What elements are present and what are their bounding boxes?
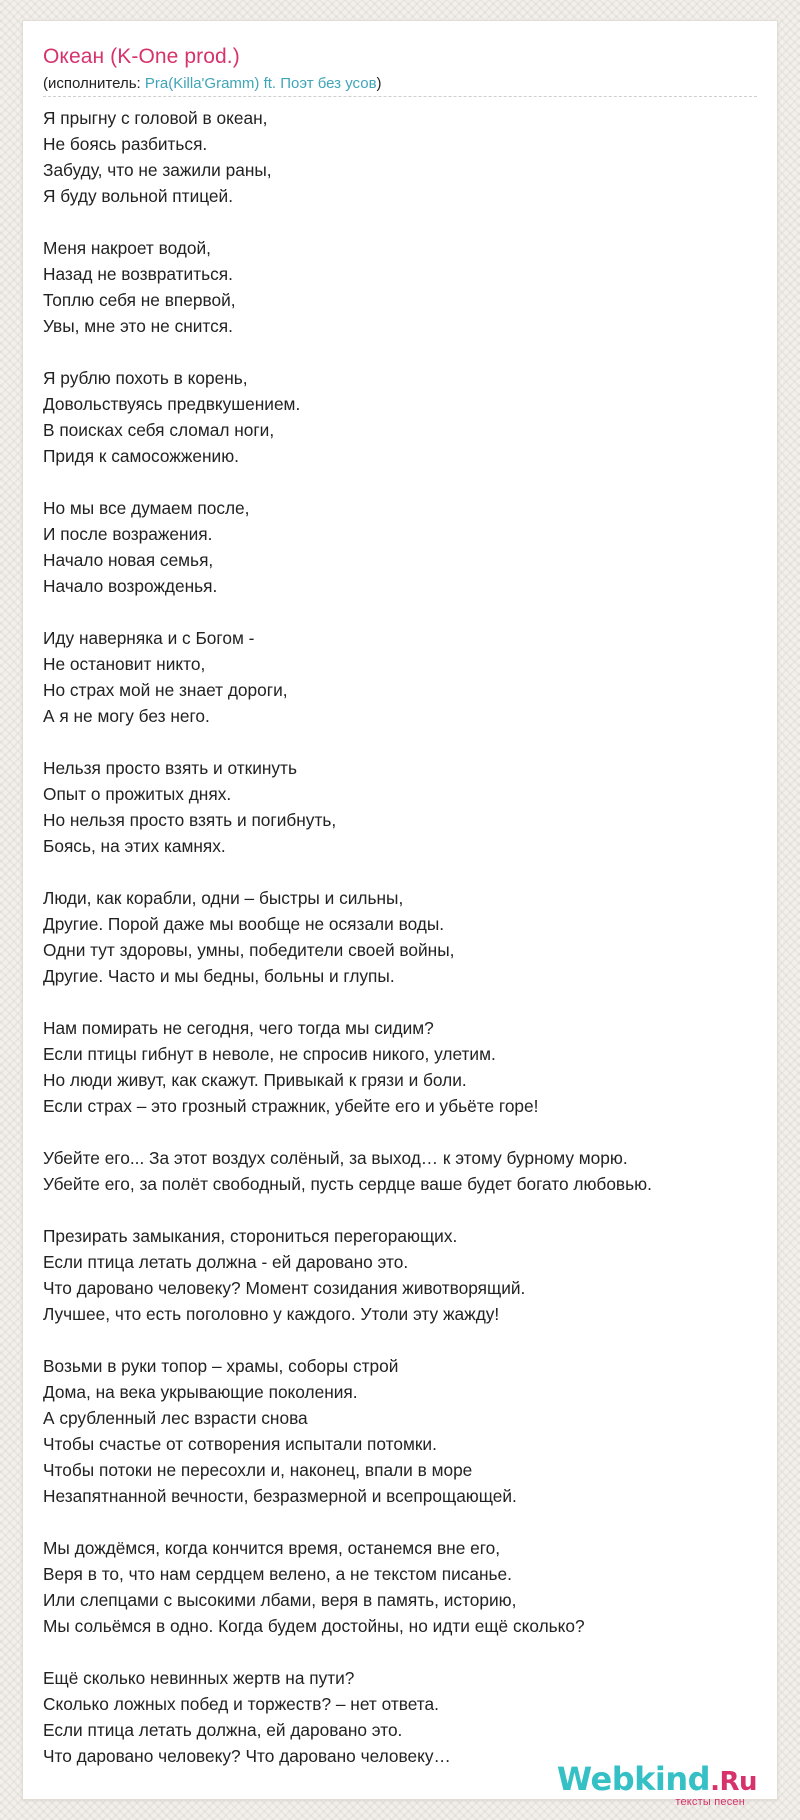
lyric-line: Лучшее, что есть поголовно у каждого. Утоли эту жажду! [43, 1304, 500, 1324]
lyric-line: Презирать замыкания, сторониться перегорающих. [43, 1226, 458, 1246]
lyric-line: Чтобы счастье от сотворения испытали потомки. [43, 1434, 437, 1454]
stanza [43, 625, 773, 729]
lyric-line: А срубленный лес взрасти снова [43, 1408, 308, 1428]
divider [43, 96, 757, 97]
stanza [43, 885, 773, 989]
lyric-line: Я рублю похоть в корень, [43, 368, 248, 388]
lyric-line: Ещё сколько невинных жертв на пути? [43, 1668, 355, 1688]
lyric-line: Чтобы потоки не пересохли и, наконец, впали в море [43, 1460, 473, 1480]
song-title: Океан (K-One prod.) [43, 45, 240, 68]
stanza [43, 1665, 773, 1769]
stanza [43, 1535, 773, 1639]
lyric-line: Я буду вольной птицей. [43, 186, 234, 206]
stanza [43, 105, 773, 209]
stanza [43, 1353, 773, 1509]
lyric-line: Возьми в руки топор – храмы, соборы строй [43, 1356, 399, 1376]
lyric-line: Нельзя просто взять и откинуть [43, 758, 297, 778]
lyric-line: Убейте его... За этот воздух солёный, за выход… к этому бурному морю. [43, 1148, 628, 1168]
lyric-line: Если птицы гибнут в неволе, не спросив никого, улетим. [43, 1044, 496, 1064]
site-logo[interactable] [556, 1760, 757, 1811]
stanza [43, 1145, 773, 1197]
artist-suffix: ) [376, 75, 382, 92]
artist-featuring: ft. Поэт без усов [259, 75, 377, 92]
lyric-line: Если птица летать должна - ей даровано это. [43, 1252, 409, 1272]
stanza [43, 235, 773, 339]
lyric-line: Но нельзя просто взять и погибнуть, [43, 810, 337, 830]
logo-wordmark [557, 1761, 757, 1800]
lyric-line: Но мы все думаем после, [43, 498, 250, 518]
lyric-line: Одни тут здоровы, умны, победители своей войны, [43, 940, 455, 960]
lyric-line: Веря в то, что нам сердцем велено, а не текстом писанье. [43, 1564, 512, 1584]
stanza [43, 495, 773, 599]
stanza [43, 1223, 773, 1327]
logo-tld: .Ru [710, 1767, 757, 1797]
lyric-line: Нам помирать не сегодня, чего тогда мы сидим? [43, 1018, 434, 1038]
logo-tagline: тексты песен [675, 1796, 745, 1808]
artist-name: Pra(Killa'Gramm) [144, 75, 260, 92]
lyric-line: Или слепцами с высокими лбами, веря в память, историю, [43, 1590, 517, 1610]
lyric-line: Но страх мой не знает дороги, [43, 680, 288, 700]
lyric-line: Что даровано человеку? Что даровано человеку… [43, 1746, 451, 1766]
artist-line [43, 75, 382, 92]
lyric-line: Начало возрожденья. [43, 576, 218, 596]
artist-link[interactable] [145, 75, 377, 92]
logo-main-text: Webkind [556, 1760, 711, 1798]
lyric-line: Сколько ложных побед и торжеств? – нет ответа. [43, 1694, 439, 1714]
lyric-line: Не остановит никто, [43, 654, 206, 674]
lyric-line: И после возражения. [43, 524, 213, 544]
lyric-line: Назад не возвратиться. [43, 264, 233, 284]
lyric-line: Иду наверняка и с Богом - [43, 628, 255, 648]
stanza [43, 1015, 773, 1119]
lyric-line: Люди, как корабли, одни – быстры и сильны, [43, 888, 404, 908]
lyric-line: Начало новая семья, [43, 550, 214, 570]
lyrics-card [22, 20, 778, 1808]
lyric-line: Убейте его, за полёт свободный, пусть сердце ваше будет богато любовью. [43, 1174, 652, 1194]
lyric-line: Другие. Часто и мы бедны, больны и глупы. [43, 966, 395, 986]
lyric-line: Если птица летать должна, ей даровано это. [43, 1720, 403, 1740]
lyric-line: Другие. Порой даже мы вообще не осязали воды. [43, 914, 445, 934]
lyric-line: Мы сольёмся в одно. Когда будем достойны, но идти ещё сколько? [43, 1616, 585, 1636]
lyric-line: А я не могу без него. [43, 706, 210, 726]
lyric-line: Мы дождёмся, когда кончится время, останемся вне его, [43, 1538, 501, 1558]
lyric-line: Увы, мне это не снится. [43, 316, 233, 336]
lyric-line: Забуду, что не зажили раны, [43, 160, 272, 180]
artist-prefix: (исполнитель: [43, 75, 145, 92]
lyric-line: Меня накроет водой, [43, 238, 211, 258]
lyric-line: Но люди живут, как скажут. Привыкай к грязи и боли. [43, 1070, 467, 1090]
lyrics-body [43, 105, 773, 1795]
lyric-line: Довольствуясь предвкушением. [43, 394, 301, 414]
lyric-line: Не боясь разбиться. [43, 134, 208, 154]
lyric-line: Незапятнанной вечности, безразмерной и всепрощающей. [43, 1486, 517, 1506]
lyric-line: Придя к самосожжению. [43, 446, 239, 466]
lyric-line: Я прыгну с головой в океан, [43, 108, 268, 128]
stanza [43, 365, 773, 469]
stanza [43, 755, 773, 859]
lyric-line: Дома, на века укрывающие поколения. [43, 1382, 358, 1402]
lyric-line: Опыт о прожитых днях. [43, 784, 232, 804]
lyric-line: В поисках себя сломал ноги, [43, 420, 275, 440]
lyric-line: Если страх – это грозный стражник, убейте его и убьёте горе! [43, 1096, 539, 1116]
lyric-line: Боясь, на этих камнях. [43, 836, 226, 856]
lyric-line: Что даровано человеку? Момент созидания животворящий. [43, 1278, 526, 1298]
lyric-line: Топлю себя не впервой, [43, 290, 236, 310]
